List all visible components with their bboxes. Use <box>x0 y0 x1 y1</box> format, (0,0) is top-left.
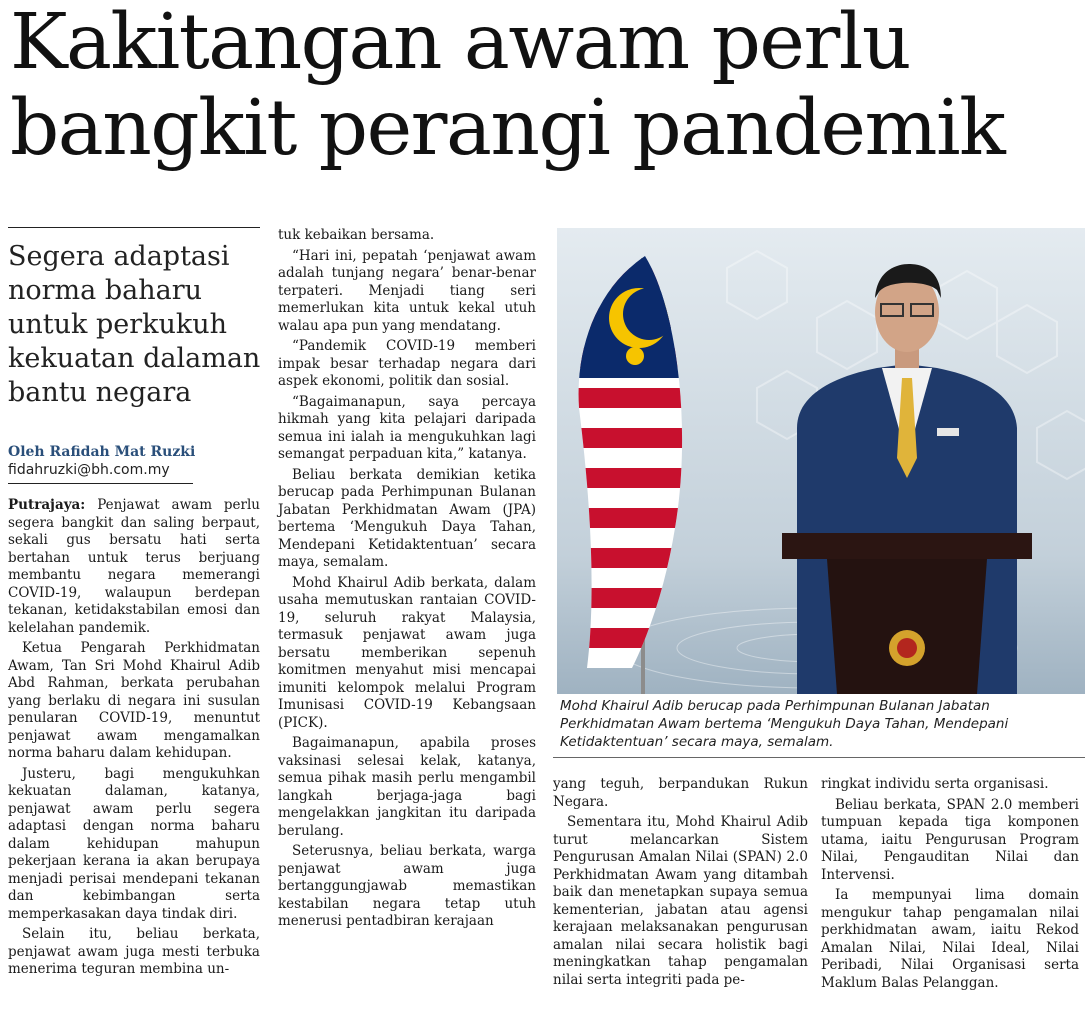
article-column-3 <box>553 776 808 992</box>
paragraph: Bagaimanapun, apabila proses vaksinasi selesai kelak, katanya, semua pihak masih perlu mengambil langkah berjaga-jaga bagi mengelakkan jangkitan itu daripada berulang. <box>278 735 536 839</box>
paragraph: Putrajaya: Penjawat awam perlu segera bangkit dan saling berpaut, sekali gus bersatu hati serta bertahan untuk terus berjuang membantu negara memerangi COVID-19, walaupun berdepan tekanan, ketidakstabilan emosi dan kelelahan pandemik. <box>8 497 261 636</box>
paragraph: “Hari ini, pepatah ‘penjawat awam adalah tunjang negara’ benar-benar terpateri. Menjadi tiang seri memerlukan kita untuk kekal utuh walau apa pun yang mendatang. <box>278 247 536 334</box>
news-photo <box>557 228 1085 694</box>
paragraph: ringkat individu serta organisasi. <box>821 776 1049 792</box>
paragraph: yang teguh, berpandukan Rukun Negara. <box>553 776 808 810</box>
article-column-4 <box>821 776 1079 995</box>
byline-rule <box>8 483 193 484</box>
headline-line-1: Kakitangan awam perlu <box>10 0 911 87</box>
paragraph: Mohd Khairul Adib berkata, dalam usaha memutuskan rantaian COVID-19, seluruh rakyat Malaysia, termasuk penjawat awam juga bersatu memberikan sepenuh komitmen menyahut misi mencapai imuniti kelompok melalui Program Imunisasi COVID-19 Kebangsaan (PICK). <box>278 574 536 731</box>
paragraph: “Pandemik COVID-19 memberi impak besar terhadap negara dari aspek ekonomi, politik dan sosial. <box>278 338 536 389</box>
paragraph: Beliau berkata demikian ketika berucap pada Perhimpunan Bulanan Jabatan Perkhidmatan Awam (JPA) bertema ‘Mengukuh Daya Tahan, Mendepani Ketidaktentuan’ secara maya, semalam. <box>278 466 536 570</box>
byline-author: Oleh Rafidah Mat Ruzki <box>8 444 196 460</box>
paragraph: Justeru, bagi mengukuhkan kekuatan dalaman, katanya, penjawat awam perlu segera adaptasi dengan norma baharu dalam kehidupan mahupun pekerjaan kerana ia akan berupaya menjadi perisai mendepani tekanan dan kebimbangan serta memperkasakan daya tindak diri. <box>8 765 260 922</box>
standfirst: Segera adaptasi norma baharu untuk perkukuh kekuatan dalaman bantu negara <box>8 241 261 408</box>
article-column-2 <box>278 227 536 934</box>
paragraph: Sementara itu, Mohd Khairul Adib turut melancarkan Sistem Pengurusan Amalan Nilai (SPAN) 2.0 Perkhidmatan Awam yang ditambah baik dan menetapkan supaya semua kementerian, jabatan atau agensi kerajaan melaksanakan pengurusan amalan nilai secara holistik bagi meningkatkan tahap pengamalan nilai serta integriti pada pe- <box>553 814 808 988</box>
paragraph: Seterusnya, beliau berkata, warga penjawat awam juga bertanggungjawab memastikan kestabilan negara tetap utuh menerusi pentadbiran kerajaan <box>278 843 536 929</box>
deck-top-rule <box>8 227 260 228</box>
paragraph: Beliau berkata, SPAN 2.0 memberi tumpuan kepada tiga komponen utama, iaitu Pengurusan Program Nilai, Pengauditan Nilai dan Intervensi. <box>821 796 1079 883</box>
paragraph: tuk kebaikan bersama. <box>278 227 435 243</box>
paragraph: Selain itu, beliau berkata, penjawat awam juga mesti terbuka menerima teguran membina un- <box>8 926 260 977</box>
caption-rule <box>553 757 1085 758</box>
paragraph: Ia mempunyai lima domain mengukur tahap pengamalan nilai perkhidmatan awam, iaitu Rekod Amalan Nilai, Nilai Ideal, Nilai Peribadi, Nilai Organisasi serta Maklum Balas Pelanggan. <box>821 887 1079 991</box>
photo-caption: Mohd Khairul Adib berucap pada Perhimpunan Bulanan Jabatan Perkhidmatan Awam bertema ‘Mengukuh Daya Tahan, Mendepani Ketidaktentuan’ secara maya, semalam. <box>560 698 1009 750</box>
headline-line-2: bangkit perangi pandemik <box>10 84 1005 173</box>
dateline: Putrajaya: <box>8 497 86 513</box>
byline-email[interactable]: fidahruzki@bh.com.my <box>8 462 170 478</box>
paragraph: Ketua Pengarah Perkhidmatan Awam, Tan Sri Mohd Khairul Adib Abd Rahman, berkata perubahan yang berlaku di negara ini susulan penularan COVID-19, menuntut penjawat awam mengamalkan norma baharu dalam kehidupan. <box>8 640 260 761</box>
article-column-1 <box>8 497 260 982</box>
headline <box>10 0 1085 172</box>
photo-illustration <box>557 228 1085 694</box>
paragraph: “Bagaimanapun, saya percaya hikmah yang kita pelajari daripada semua ini ialah ia mengukuhkan lagi semangat perpaduan kita,” katanya. <box>278 393 536 462</box>
